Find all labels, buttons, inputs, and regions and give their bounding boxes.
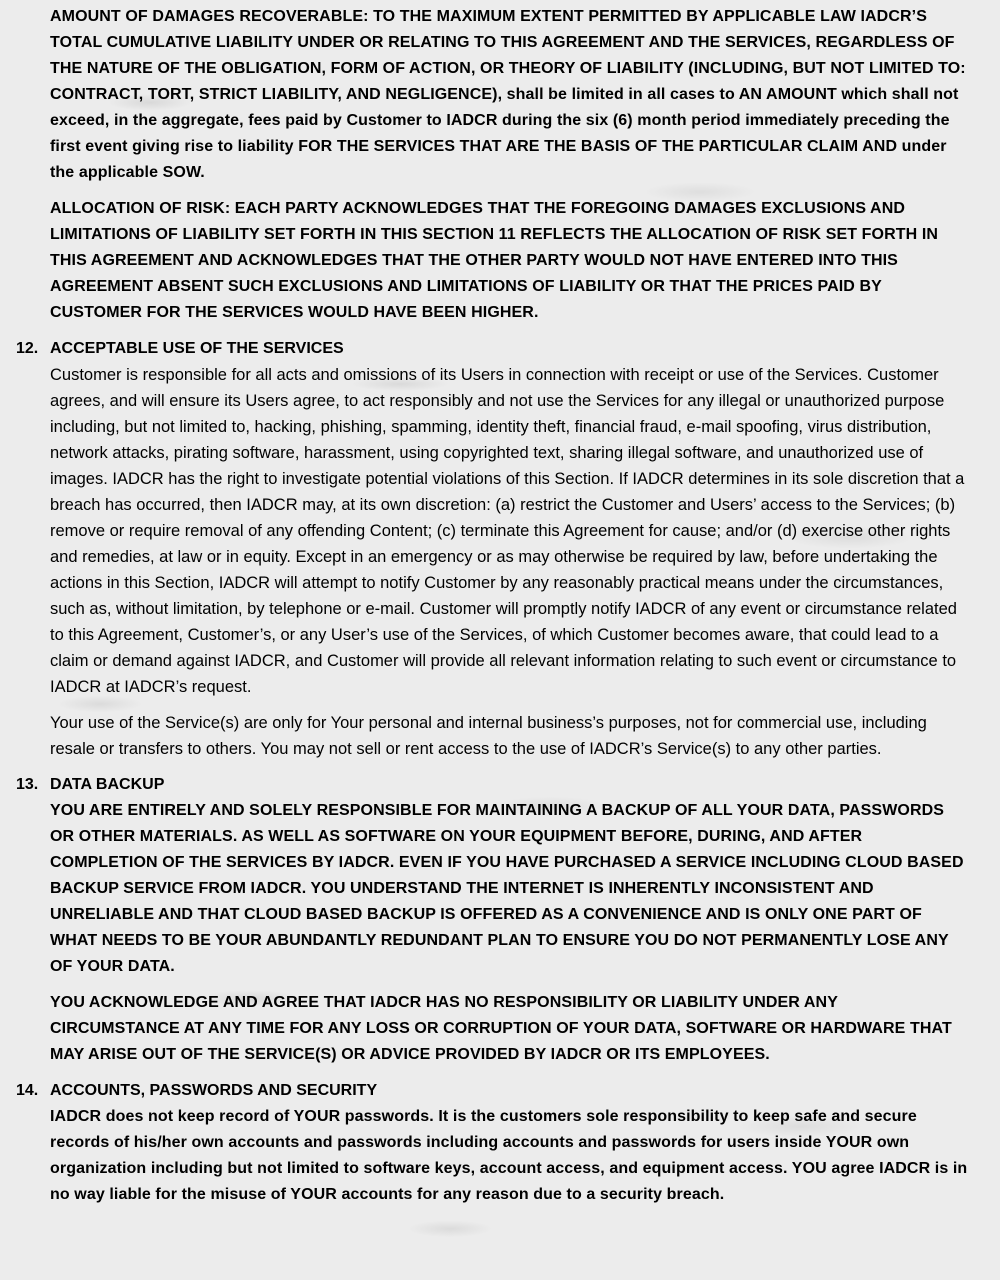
section-number: 12. [16,340,39,357]
section-title: ACCEPTABLE USE OF THE SERVICES [50,340,344,357]
personal-use-paragraph: Your use of the Service(s) are only for Your personal and internal business’s purposes, not for commercial use, including resale or transfers to others. You may not sell or rent access to the use of IADCR’s Service(s) to any other parties. [50,714,927,758]
section-title: DATA BACKUP [50,776,165,793]
section-body [50,336,970,762]
passwords-paragraph: IADCR does not keep record of YOUR passwords. It is the customers sole responsibility to keep safe and secure records of his/her own accounts and passwords including accounts and passwords for users inside YOUR own organization including but not limited to software keys, account access, and equipment access. YOU agree IADCR is in no way liable for the misuse of YOUR accounts for any reason due to a security breach. [50,1108,968,1203]
section-body [50,1078,970,1208]
data-backup-paragraph: YOU ARE ENTIRELY AND SOLELY RESPONSIBLE FOR MAINTAINING A BACKUP OF ALL YOUR DATA, PASSWORDS OR OTHER MATERIALS. AS WELL AS SOFTWARE ON YOUR EQUIPMENT BEFORE, DURING, AND AFTER COMPLETION OF THE SERVICES BY IADCR. EVEN IF YOU HAVE PURCHASED A SERVICE INCLUDING CLOUD BASED BACKUP SERVICE FROM IADCR. YOU UNDERSTAND THE INTERNET IS INHERENTLY INCONSISTENT AND UNRELIABLE AND THAT CLOUD BASED BACKUP IS OFFERED AS A CONVENIENCE AND IS ONLY ONE PART OF WHAT NEEDS TO BE YOUR ABUNDANTLY REDUNDANT PLAN TO ENSURE YOU DO NOT PERMANENTLY LOSE ANY OF YOUR DATA. [50,802,964,975]
section-14 [16,1078,970,1208]
section-13 [16,772,970,1068]
section-number: 13. [16,776,39,793]
section-12 [16,336,970,762]
damages-paragraph: AMOUNT OF DAMAGES RECOVERABLE: TO THE MAXIMUM EXTENT PERMITTED BY APPLICABLE LAW IADCR’S TOTAL CUMULATIVE LIABILITY UNDER OR RELATING TO THIS AGREEMENT AND THE SERVICES, REGARDLESS OF THE NATURE OF THE OBLIGATION, FORM OF ACTION, OR THEORY OF LIABILITY (INCLUDING, BUT NOT LIMITED TO: CONTRACT, TORT, STRICT LIABILITY, AND NEGLIGENCE), shall be limited in all cases to AN AMOUNT which shall not exceed, in the aggregate, fees paid by Customer to IADCR during the six (6) month period immediately preceding the first event giving rise to liability FOR THE SERVICES THAT ARE THE BASIS OF THE PARTICULAR CLAIM AND under the applicable SOW. [50,8,966,181]
acceptable-use-paragraph: Customer is responsible for all acts and omissions of its Users in connection with receipt or use of the Services. Customer agrees, and will ensure its Users agree, to act responsibly and not use the Services for any illegal or unauthorized purpose including, but not limited to, hacking, phishing, spamming, identity theft, financial fraud, e-mail spoofing, virus distribution, network attacks, pirating software, harassment, using copyrighted text, sharing illegal software, and unauthorized use of images. IADCR has the right to investigate potential violations of this Section. If IADCR determines in its sole discretion that a breach has occurred, then IADCR may, at its own discretion: (a) restrict the Customer and Users’ access to the Services; (b) remove or require removal of any offending Content; (c) terminate this Agreement for cause; and/or (d) exercise other rights and remedies, at law or in equity. Except in an emergency or as may otherwise be required by law, before undertaking the actions in this Section, IADCR will attempt to notify Customer by any reasonably practical means under the circumstances, such as, without limitation, by telephone or e-mail. Customer will promptly notify IADCR of any event or circumstance related to this Agreement, Customer’s, or any User’s use of the Services, of which Customer becomes aware, that could lead to a claim or demand against IADCR, and Customer will provide all relevant information relating to such event or circumstance to IADCR at IADCR’s request. [50,366,965,696]
section-title: ACCOUNTS, PASSWORDS AND SECURITY [50,1082,378,1099]
section-body [50,772,970,1068]
section-number: 14. [16,1082,39,1099]
allocation-of-risk-paragraph: ALLOCATION OF RISK: EACH PARTY ACKNOWLEDGES THAT THE FOREGOING DAMAGES EXCLUSIONS AND LIMITATIONS OF LIABILITY SET FORTH IN THIS SECTION 11 REFLECTS THE ALLOCATION OF RISK SET FORTH IN THIS AGREEMENT AND ACKNOWLEDGES THAT THE OTHER PARTY WOULD NOT HAVE ENTERED INTO THIS AGREEMENT ABSENT SUCH EXCLUSIONS AND LIMITATIONS OF LIABILITY OR THAT THE PRICES PAID BY CUSTOMER FOR THE SERVICES WOULD HAVE BEEN HIGHER. [50,200,939,321]
no-liability-paragraph: YOU ACKNOWLEDGE AND AGREE THAT IADCR HAS NO RESPONSIBILITY OR LIABILITY UNDER ANY CIRCUMSTANCE AT ANY TIME FOR ANY LOSS OR CORRUPTION OF YOUR DATA, SOFTWARE OR HARDWARE THAT MAY ARISE OUT OF THE SERVICE(S) OR ADVICE PROVIDED BY IADCR OR ITS EMPLOYEES. [50,994,952,1063]
